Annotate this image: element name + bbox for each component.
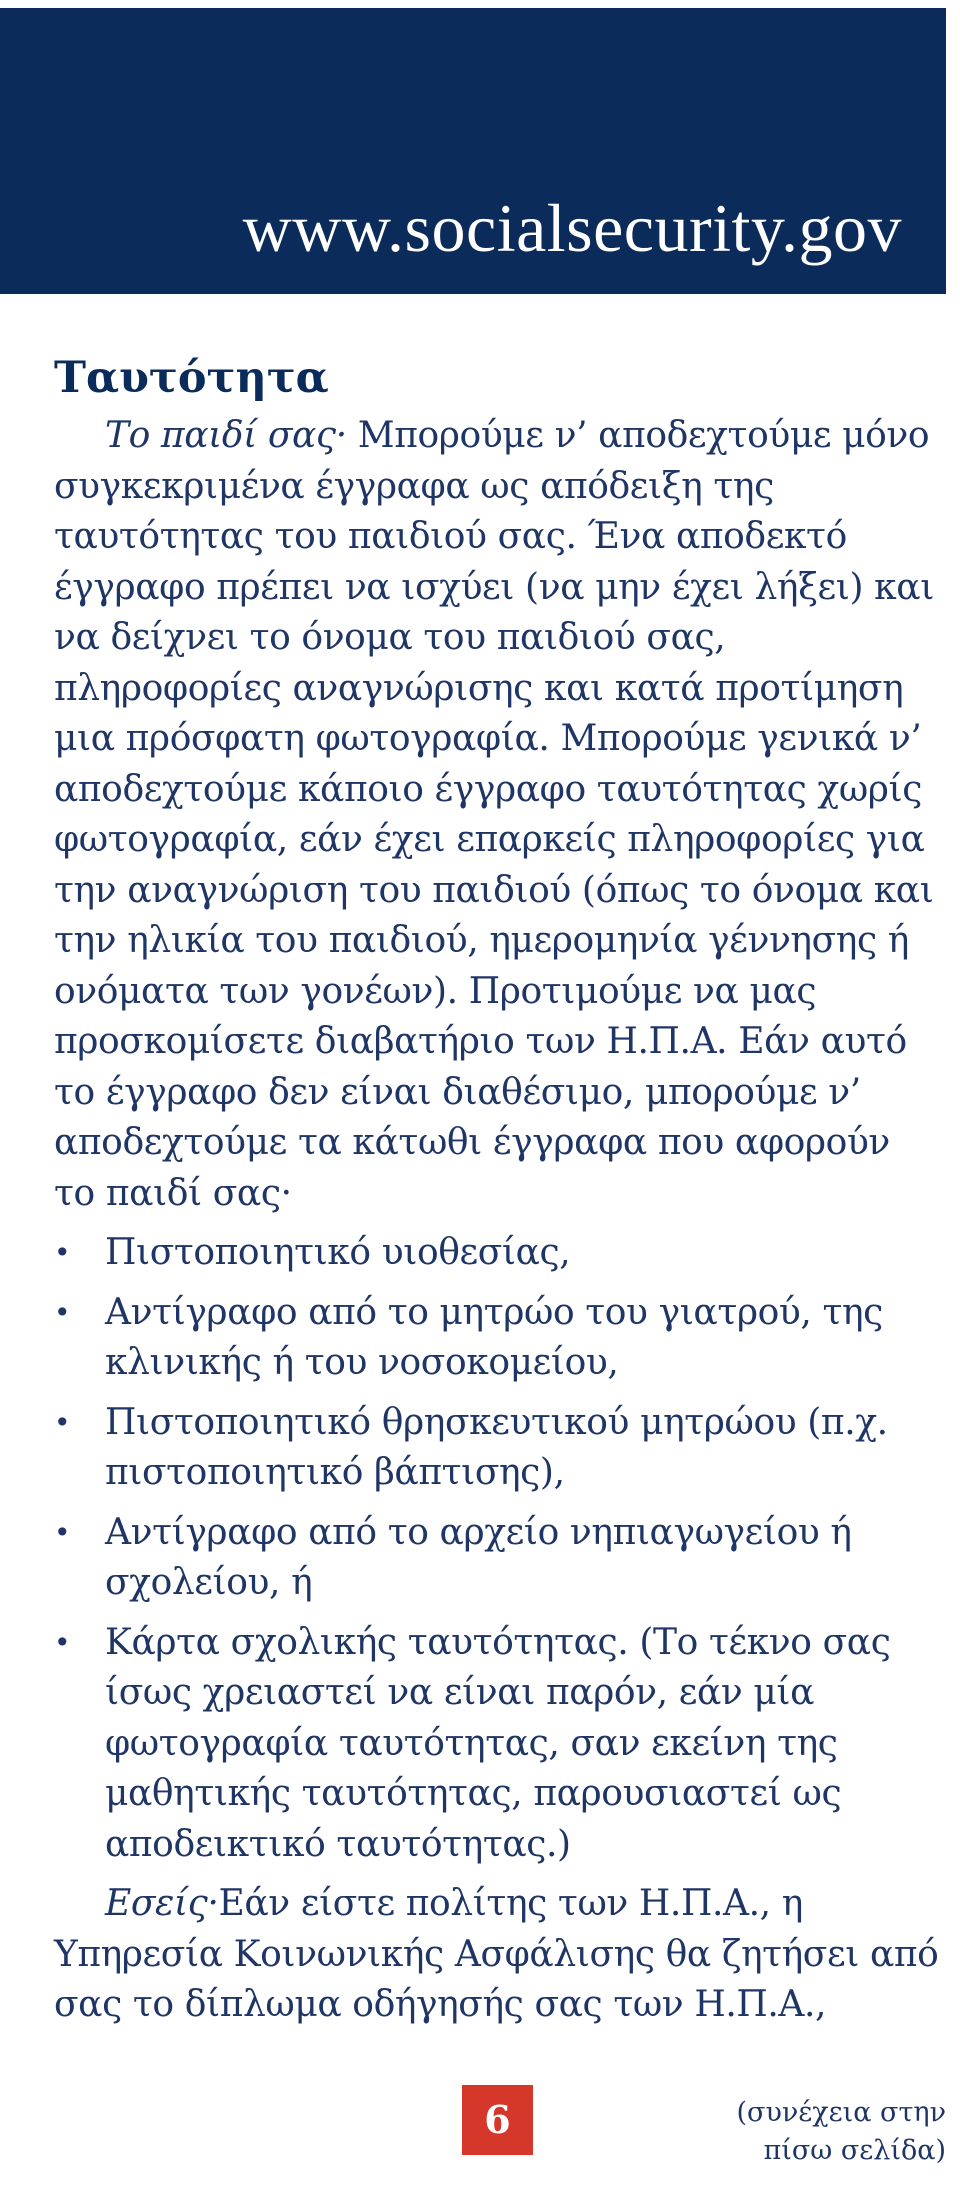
bullet-icon: • (54, 1405, 71, 1439)
bullet-icon: • (54, 1515, 71, 1549)
page-number: 6 (462, 2085, 533, 2155)
main-content (54, 350, 939, 2031)
list-item-text: Πιστοποιητικό υιοθεσίας, (105, 1232, 571, 1273)
list-item (54, 1398, 939, 1499)
section-title: Ταυτότητα (54, 353, 329, 403)
header-band (0, 8, 946, 294)
list-item (54, 1228, 939, 1279)
closing-text: Εάν είστε πολίτης των Η.Π.Α., η Υπηρεσία Κοινωνικής Ασφάλισης θα ζητήσει από σας το δίπλωμα οδήγησής σας των Η.Π.Α., (54, 1883, 939, 2025)
intro-paragraph (54, 411, 939, 1219)
intro-text: Μπορούμε ν’ αποδεχτούμε μόνο συγκεκριμένα έγγραφα ως απόδειξη της ταυτότητας του παιδιού σας. Ένα αποδεκτό έγγραφο πρέπει να ισχύει (να μην έχει λήξει) και να δείχνει το όνομα του παιδιού σας, πληροφορίες αναγνώρισης και κατά προτίμηση μια πρόσφατη φωτογραφία. Μπορούμε γενικά ν’ αποδεχτούμε κάποιο έγγραφο ταυτότητας χωρίς φωτογραφία, εάν έχει επαρκείς πληροφορίες για την αναγνώριση του παιδιού (όπως το όνομα και την ηλικία του παιδιού, ημερομηνία γέννησης ή ονόματα των γονέων). Προτιμούμε να μας προσκομίσετε διαβατήριο των Η.Π.Α. Εάν αυτό το έγγραφο δεν είναι διαθέσιμο, μπορούμε ν’ αποδεχτούμε τα κάτωθι έγγραφα που αφορούν το παιδί σας· (54, 415, 934, 1214)
list-item-text: Πιστοποιητικό θρησκευτικού μητρώου (π.χ. πιστοποιητικό βάπτισης), (105, 1401, 888, 1493)
list-item-text: Αντίγραφο από το αρχείο νηπιαγωγείου ή σχολείου, ή (105, 1511, 852, 1603)
list-item (54, 1288, 939, 1389)
list-item (54, 1618, 939, 1871)
list-item-text: Αντίγραφο από το μητρώο του γιατρού, της κλινικής ή του νοσοκομείου, (105, 1291, 883, 1383)
bullet-icon: • (54, 1236, 71, 1269)
closing-paragraph (54, 1879, 939, 2031)
continued-note: (συνέχεια στην πίσω σελίδα) (736, 2097, 946, 2166)
bullet-icon: • (54, 1625, 71, 1659)
website-url: www.socialsecurity.gov (242, 190, 902, 266)
document-list (54, 1228, 939, 1870)
bullet-icon: • (54, 1295, 71, 1329)
list-item (54, 1508, 939, 1609)
list-item-text: Κάρτα σχολικής ταυτότητας. (Το τέκνο σας ίσως χρειαστεί να είναι παρόν, εάν μία φωτογραφία ταυτότητας, σαν εκείνη της μαθητικής ταυτότητας, παρουσιαστεί ως αποδεικτικό ταυτότητας.) (105, 1621, 891, 1865)
closing-lead: Εσείς· (105, 1883, 219, 1924)
intro-lead: Το παιδί σας· (105, 415, 347, 456)
